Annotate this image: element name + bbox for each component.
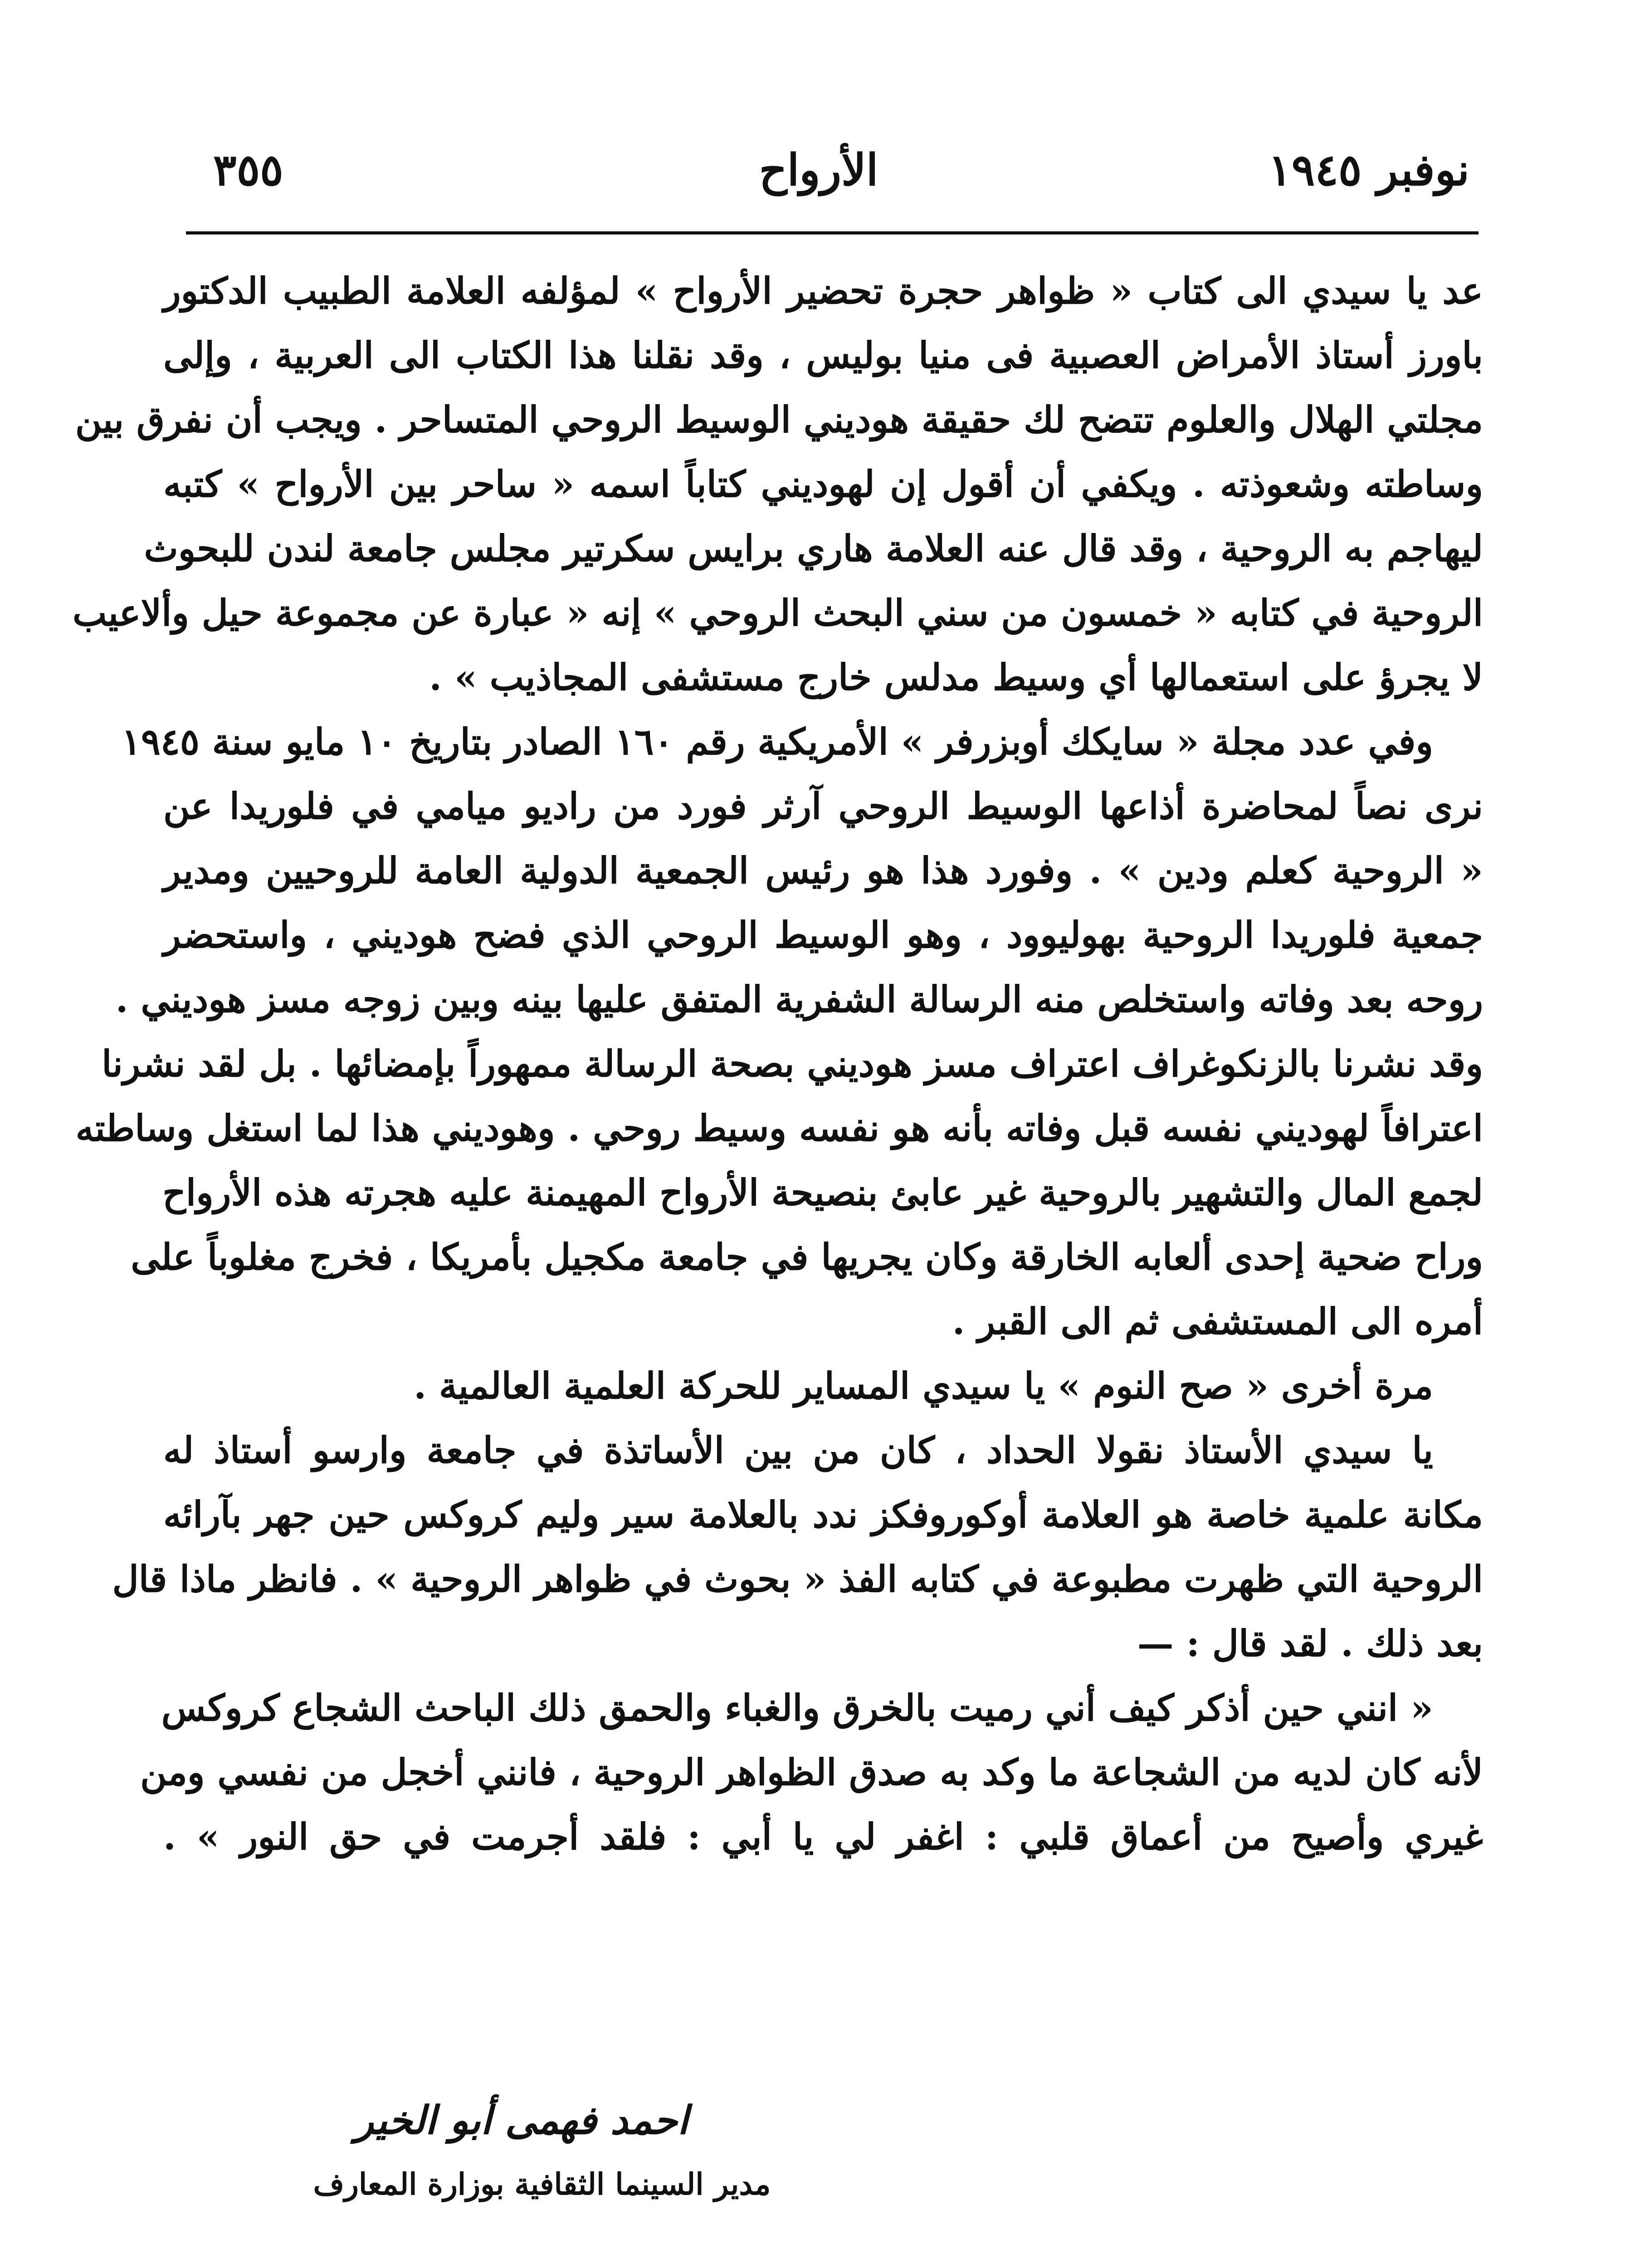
- text-line: أمره الى المستشفى ثم الى القبر .: [952, 1300, 1483, 1343]
- text-line: مجلتي الهلال والعلوم تتضح لك حقيقة هوديني الوسيط الروحي المتساحر . ويجب أن نفرق بين: [75, 398, 1483, 441]
- text-line: مرة أخرى « صح النوم » يا سيدي المساير للحركة العلمية العالمية .: [414, 1364, 1433, 1407]
- text-line: جمعية فلوريدا الروحية بهوليوود ، وهو الوسيط الروحي الذي فضح هوديني ، واستحضر: [163, 914, 1483, 956]
- text-line: وراح ضحية إحدى ألعابه الخارقة وكان يجريها في جامعة مكجيل بأمريكا ، فخرج مغلوباً على: [131, 1236, 1483, 1278]
- text-line: الروحية التي ظهرت مطبوعة في كتابه الفذ « بحوث في ظواهر الروحية » . فانظر ماذا قال: [112, 1558, 1483, 1600]
- text-line: نرى نصاً لمحاضرة أذاعها الوسيط الروحي آرثر فورد من راديو ميامي في فلوريدا عن: [163, 785, 1484, 827]
- running-header: [168, 136, 1469, 213]
- text-line: « انني حين أذكر كيف أني رميت بالخرق والغباء والحمق ذلك الباحث الشجاع كروكس: [161, 1686, 1433, 1729]
- text-line: ليهاجم به الروحية ، وقد قال عنه العلامة هاري برايس سكرتير مجلس جامعة لندن للبحوث: [144, 527, 1483, 570]
- text-line: عد يا سيدي الى كتاب « ظواهر حجرة تحضير الأرواح » لمؤلفه العلامة الطبيب الدكتور: [163, 269, 1483, 312]
- author-signature: احمد فهمى أبو الخير: [355, 2097, 688, 2143]
- text-line: لأنه كان لديه من الشجاعة ما وكد به صدق الظواهر الروحية ، فانني أخجل من نفسي ومن: [140, 1751, 1483, 1794]
- text-line: وقد نشرنا بالزنكوغراف اعتراف مسز هوديني بصحة الرسالة ممهوراً بإمضائها . بل لقد نشرنا: [102, 1042, 1483, 1085]
- issue-date: نوفبر ١٩٤٥: [1268, 144, 1469, 196]
- author-title: مدير السينما الثقافية بوزارة المعارف: [313, 2166, 771, 2202]
- article-body: [73, 259, 1484, 1869]
- text-line: الروحية في كتابه « خمسون من سني البحث الروحي » إنه « عبارة عن مجموعة حيل وألاعيب: [73, 591, 1483, 634]
- journal-title: الأرواح: [759, 144, 879, 196]
- text-line: يا سيدي الأستاذ نقولا الحداد ، كان من بين الأساتذة في جامعة وارسو أستاذ له: [163, 1429, 1433, 1471]
- text-line: اعترافاً لهوديني نفسه قبل وفاته بأنه هو نفسه وسيط روحي . وهوديني هذا لما استغل وساطته: [75, 1107, 1483, 1149]
- header-rule: [186, 231, 1479, 235]
- text-line: روحه بعد وفاته واستخلص منه الرسالة الشفرية المتفق عليها بينه وبين زوجه مسز هوديني .: [115, 978, 1483, 1021]
- text-line: مكانة علمية خاصة هو العلامة أوكوروفكز ندد بالعلامة سير وليم كروكس حين جهر بآرائه: [163, 1493, 1483, 1536]
- text-line: « الروحية كعلم ودين » . وفورد هذا هو رئيس الجمعية الدولية العامة للروحيين ومدير: [163, 849, 1483, 892]
- text-line: وساطته وشعوذته . ويكفي أن أقول إن لهوديني كتاباً اسمه « ساحر بين الأرواح » كتبه: [163, 463, 1483, 505]
- text-line: لجمع المال والتشهير بالروحية غير عابئ بنصيحة الأرواح المهيمنة عليه هجرته هذه الأرواح: [162, 1171, 1483, 1214]
- text-line: بعد ذلك . لقد قال : —: [1137, 1622, 1483, 1665]
- text-line: غيري وأصيح من أعماق قلبي : اغفر لي يا أبي : فلقد أجرمت في حق النور » .: [163, 1815, 1483, 1858]
- text-line: وفي عدد مجلة « سايكك أوبزرفر » الأمريكية رقم ١٦٠ الصادر بتاريخ ١٠ مايو سنة ١٩٤٥: [121, 720, 1433, 763]
- text-line: لا يجرؤ على استعمالها أي وسيط مدلس خارج مستشفى المجاذيب » .: [429, 656, 1483, 699]
- page-number: ٣٥٥: [213, 144, 283, 196]
- text-line: باورز أستاذ الأمراض العصبية فى منيا بوليس ، وقد نقلنا هذا الكتاب الى العربية ، وإلى: [163, 334, 1484, 376]
